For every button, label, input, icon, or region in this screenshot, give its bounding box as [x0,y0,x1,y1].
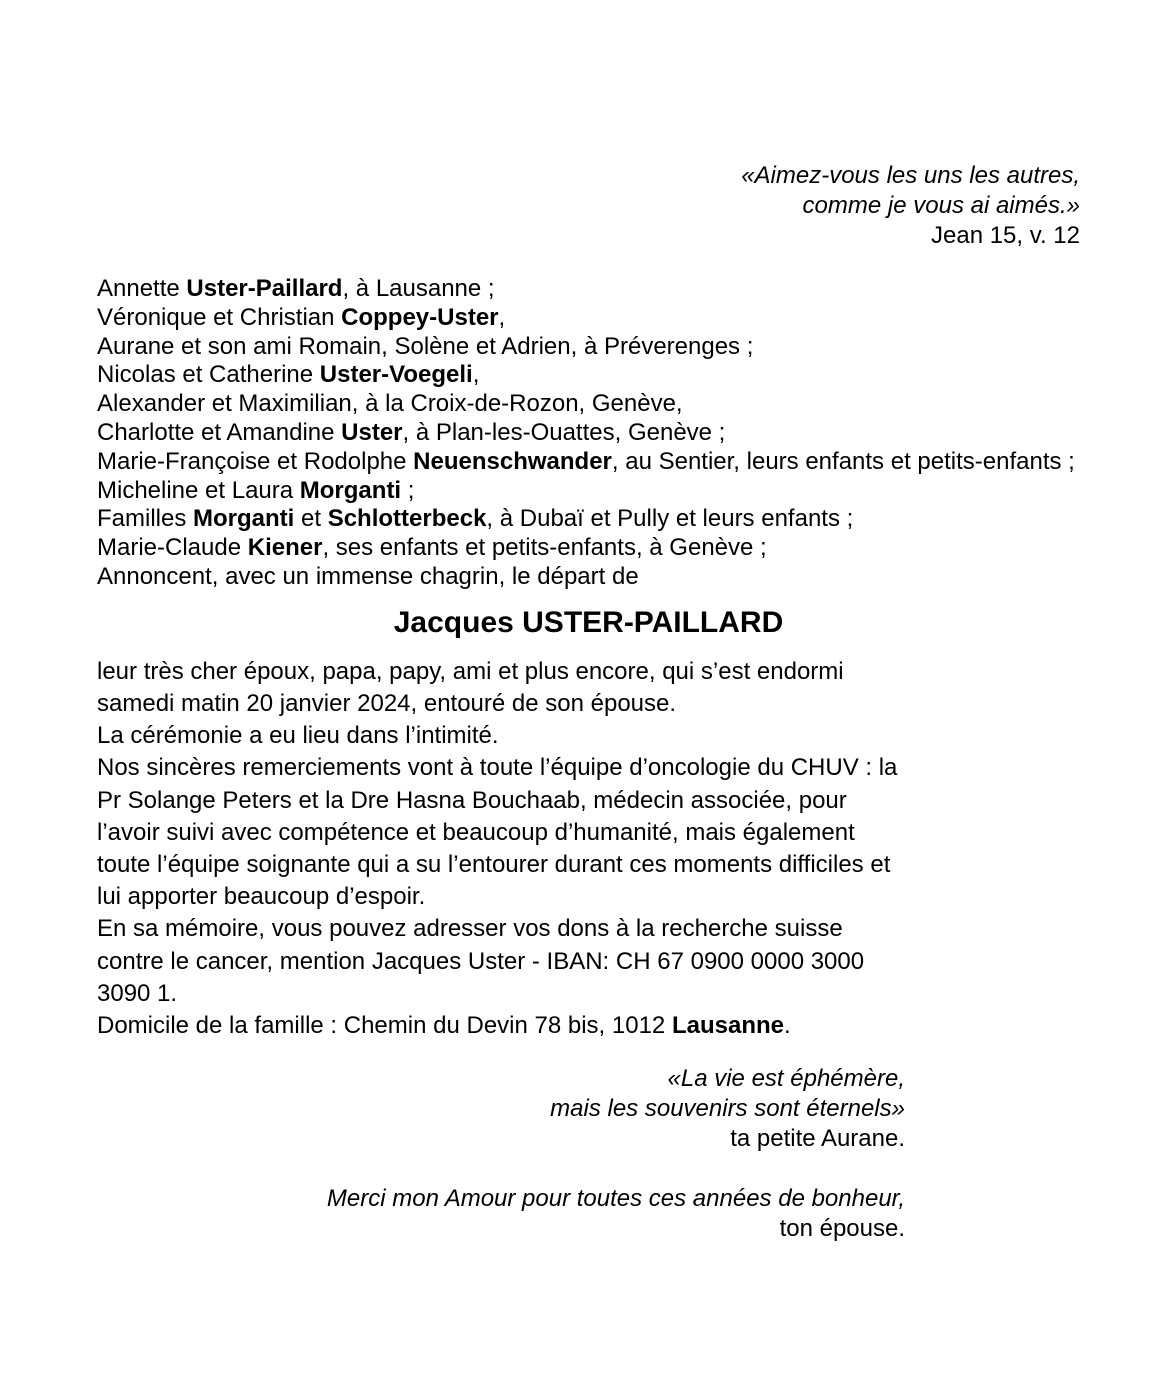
farewell-message [97,1184,905,1244]
text-line: comme je vous ai aimés.» [802,192,1080,219]
text-line: Annette Uster-Paillard, à Lausanne ; [97,275,495,302]
farewell-attribution: ton épouse. [779,1215,905,1243]
closing-quote [97,1064,905,1154]
text-line: Marie-Françoise et Rodolphe Neuenschwander, au Sentier, leurs enfants et petits-enfants ; [97,447,1075,475]
epigraph-attribution: Jean 15, v. 12 [931,222,1080,249]
text-line: Nos sincères remerciements vont à toute l’équipe d’oncologie du CHUV : la [97,754,898,782]
text-line: En sa mémoire, vous pouvez adresser vos dons à la recherche suisse [97,915,843,943]
text-line: Véronique et Christian Coppey-Uster, [97,303,506,331]
text-line: Familles Morganti et Schlotterbeck, à Dubaï et Pully et leurs enfants ; [97,505,854,533]
text-line: Micheline et Laura Morganti ; [97,476,415,504]
text-line: Pr Solange Peters et la Dre Hasna Bouchaab, médecin associée, pour [97,786,847,814]
text-line: toute l’équipe soignante qui a su l’entourer durant ces moments difficiles et [97,850,891,878]
text-line: «La vie est éphémère, [667,1065,905,1093]
text-line: contre le cancer, mention Jacques Uster - IBAN: CH 67 0900 0000 3000 [97,947,865,975]
closing-quote-lines [97,1064,905,1124]
text-line: Nicolas et Catherine Uster-Voegeli, [97,361,480,389]
epigraph-quote [97,161,1080,251]
text-line: Alexander et Maximilian, à la Croix-de-Rozon, Genève, [97,390,683,418]
text-line: l’avoir suivi avec compétence et beaucoup d’humanité, mais également [97,818,855,846]
farewell-line: Merci mon Amour pour toutes ces années de bonheur, [326,1185,905,1213]
text-line: Charlotte et Amandine Uster, à Plan-les-Ouattes, Genève ; [97,418,726,446]
text-line: Annoncent, avec un immense chagrin, le départ de [97,562,639,590]
announcement-body [97,656,1080,1042]
text-line: leur très cher époux, papa, papy, ami et plus encore, qui s’est endormi [97,657,844,685]
text-line: La cérémonie a eu lieu dans l’intimité. [97,722,499,750]
deceased-name-heading: Jacques USTER-PAILLARD [393,605,784,639]
text-line: 3090 1. [97,979,178,1007]
epigraph-quote-lines [97,161,1080,221]
text-line: «Aimez-vous les uns les autres, [741,162,1080,189]
text-line: lui apporter beaucoup d’espoir. [97,883,426,911]
text-line: Domicile de la famille : Chemin du Devin 78 bis, 1012 Lausanne. [97,1012,791,1039]
announcers-list [97,275,1080,592]
text-line: mais les souvenirs sont éternels» [550,1095,905,1123]
closing-quote-attribution: ta petite Aurane. [730,1125,905,1153]
text-line: samedi matin 20 janvier 2024, entouré de son épouse. [97,689,677,717]
text-line: Marie-Claude Kiener, ses enfants et petits-enfants, à Genève ; [97,534,767,562]
text-line: Aurane et son ami Romain, Solène et Adrien, à Préverenges ; [97,332,754,360]
